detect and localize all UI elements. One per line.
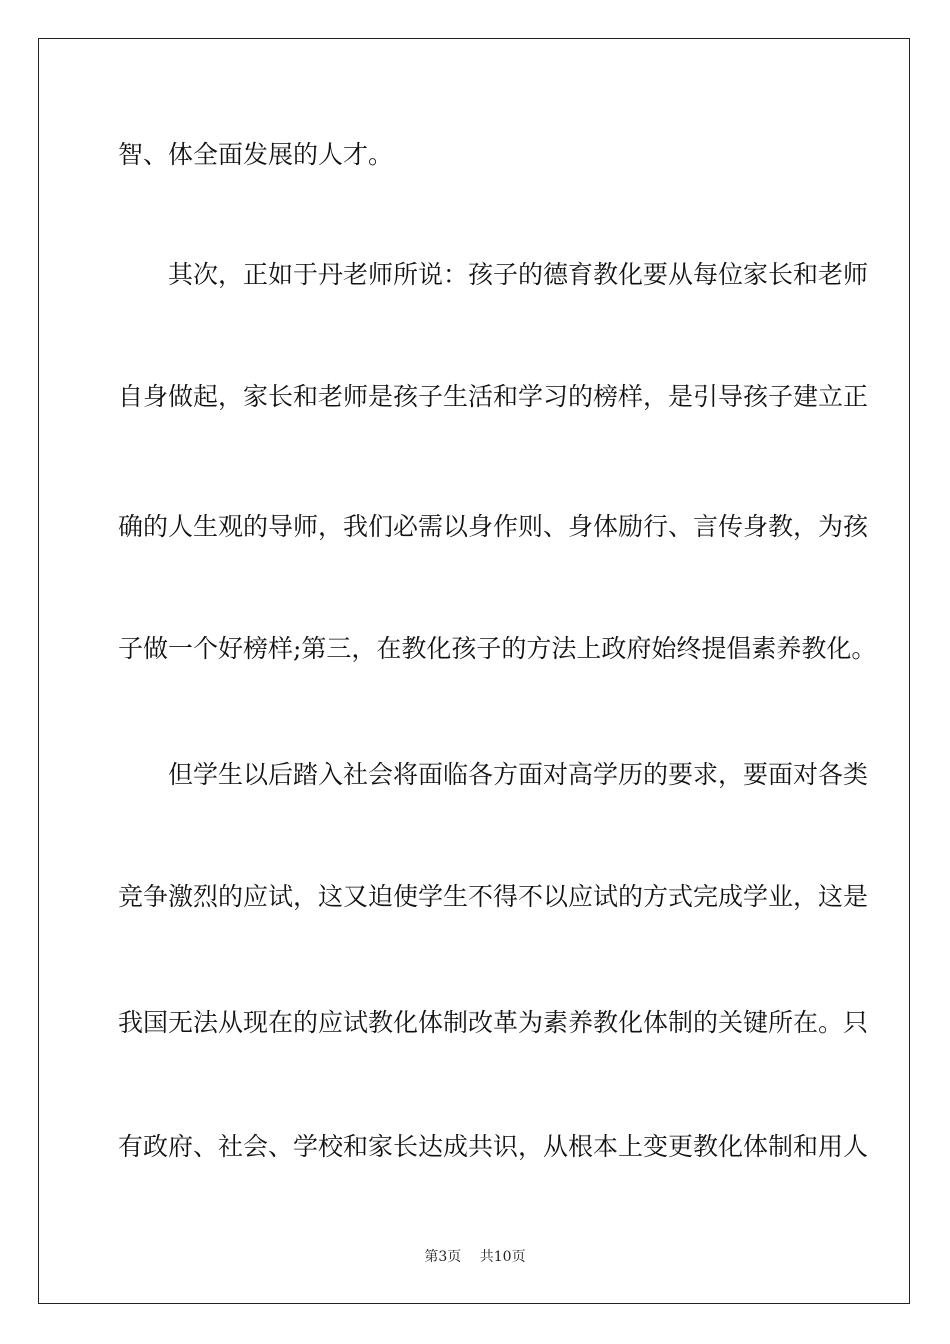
paragraph-line: 自身做起，家长和老师是孩子生活和学习的榜样，是引导孩子建立正 — [118, 382, 869, 411]
paragraph-line: 竞争激烈的应试，这又迫使学生不得不以应试的方式完成学业，这是 — [118, 882, 869, 911]
paragraph-line: 其次，正如于丹老师所说：孩子的德育教化要从每位家长和老师 — [168, 260, 869, 289]
page-border — [38, 38, 910, 1304]
page-number: 第3页 — [424, 1249, 462, 1265]
page-footer — [0, 1248, 950, 1266]
paragraph-line: 我国无法从现在的应试教化体制改革为素养教化体制的关键所在。只 — [118, 1008, 869, 1037]
page-total: 共10页 — [479, 1249, 526, 1265]
paragraph-line: 但学生以后踏入社会将面临各方面对高学历的要求，要面对各类 — [168, 760, 869, 789]
paragraph-line: 子做一个好榜样;第三，在教化孩子的方法上政府始终提倡素养教化。 — [118, 634, 877, 663]
paragraph-line: 有政府、社会、学校和家长达成共识，从根本上变更教化体制和用人 — [118, 1132, 869, 1161]
paragraph-line: 智、体全面发展的人才。 — [118, 140, 394, 169]
paragraph-line: 确的人生观的导师，我们必需以身作则、身体励行、言传身教，为孩 — [118, 512, 869, 541]
